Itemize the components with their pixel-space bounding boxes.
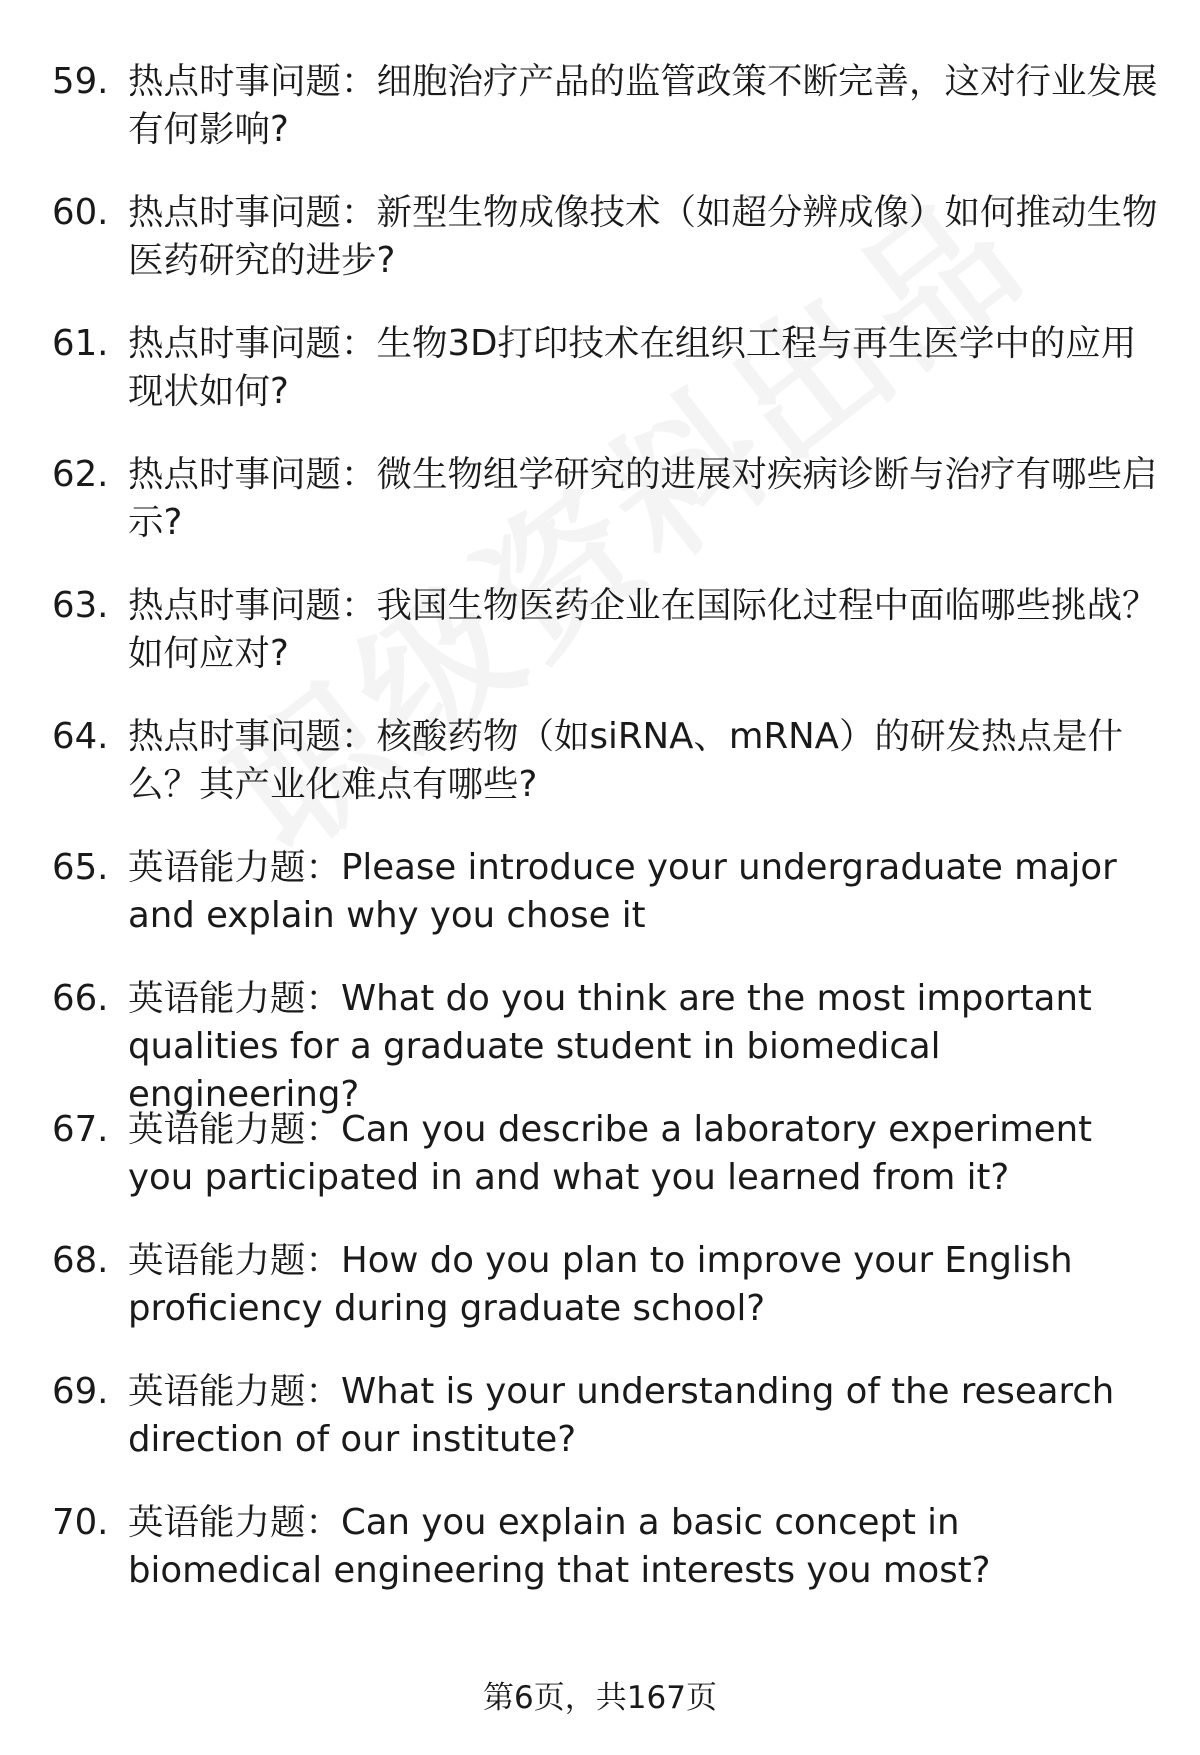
question-text: 热点时事问题：细胞治疗产品的监管政策不断完善，这对行业发展有何影响? (128, 61, 1158, 150)
question-text: 英语能力题：Can you explain a basic concept in biomedical engineering that interests you most? (128, 1502, 991, 1591)
question-number: 65. (52, 847, 109, 888)
question-item-60 (52, 189, 1162, 285)
question-text: 热点时事问题：新型生物成像技术（如超分辨成像）如何推动生物医药研究的进步? (128, 192, 1158, 281)
question-item-68 (52, 1237, 1162, 1333)
question-item-62 (52, 451, 1162, 547)
question-number: 64. (52, 716, 109, 757)
question-item-67 (52, 1106, 1162, 1202)
question-text: 英语能力题：What is your understanding of the research direction of our institute? (128, 1371, 1115, 1460)
question-number: 62. (52, 454, 109, 495)
question-text: 热点时事问题：我国生物医药企业在国际化过程中面临哪些挑战？如何应对? (128, 585, 1158, 674)
page-indicator: 第6页，共167页 (483, 1680, 717, 1716)
question-number: 69. (52, 1371, 109, 1412)
question-number: 68. (52, 1240, 109, 1281)
question-number: 60. (52, 192, 109, 233)
question-item-63 (52, 582, 1162, 678)
question-text: 英语能力题：What do you think are the most important qualities for a graduate student in biomedical engineering? (128, 978, 1092, 1115)
question-text: 英语能力题：Can you describe a laboratory experiment you participated in and what you learned from it? (128, 1109, 1093, 1198)
question-text: 热点时事问题：生物3D打印技术在组织工程与再生医学中的应用现状如何? (128, 323, 1137, 412)
question-number: 61. (52, 323, 109, 364)
question-number: 70. (52, 1502, 109, 1543)
question-item-59 (52, 58, 1162, 154)
question-number: 67. (52, 1109, 109, 1150)
question-item-65 (52, 844, 1162, 940)
question-text: 英语能力题：How do you plan to improve your English proficiency during graduate school? (128, 1240, 1073, 1329)
question-number: 66. (52, 978, 109, 1019)
question-text: 热点时事问题：微生物组学研究的进展对疾病诊断与治疗有哪些启示? (128, 454, 1158, 543)
question-list (52, 58, 1162, 1630)
question-text: 热点时事问题：核酸药物（如siRNA、mRNA）的研发热点是什么？其产业化难点有哪些? (128, 716, 1123, 805)
question-number: 59. (52, 61, 109, 102)
question-item-69 (52, 1368, 1162, 1464)
question-item-66 (52, 975, 1162, 1115)
question-text: 英语能力题：Please introduce your undergraduate major and explain why you chose it (128, 847, 1117, 936)
question-item-64 (52, 713, 1162, 809)
question-item-70 (52, 1499, 1162, 1595)
question-item-61 (52, 320, 1162, 416)
question-number: 63. (52, 585, 109, 626)
